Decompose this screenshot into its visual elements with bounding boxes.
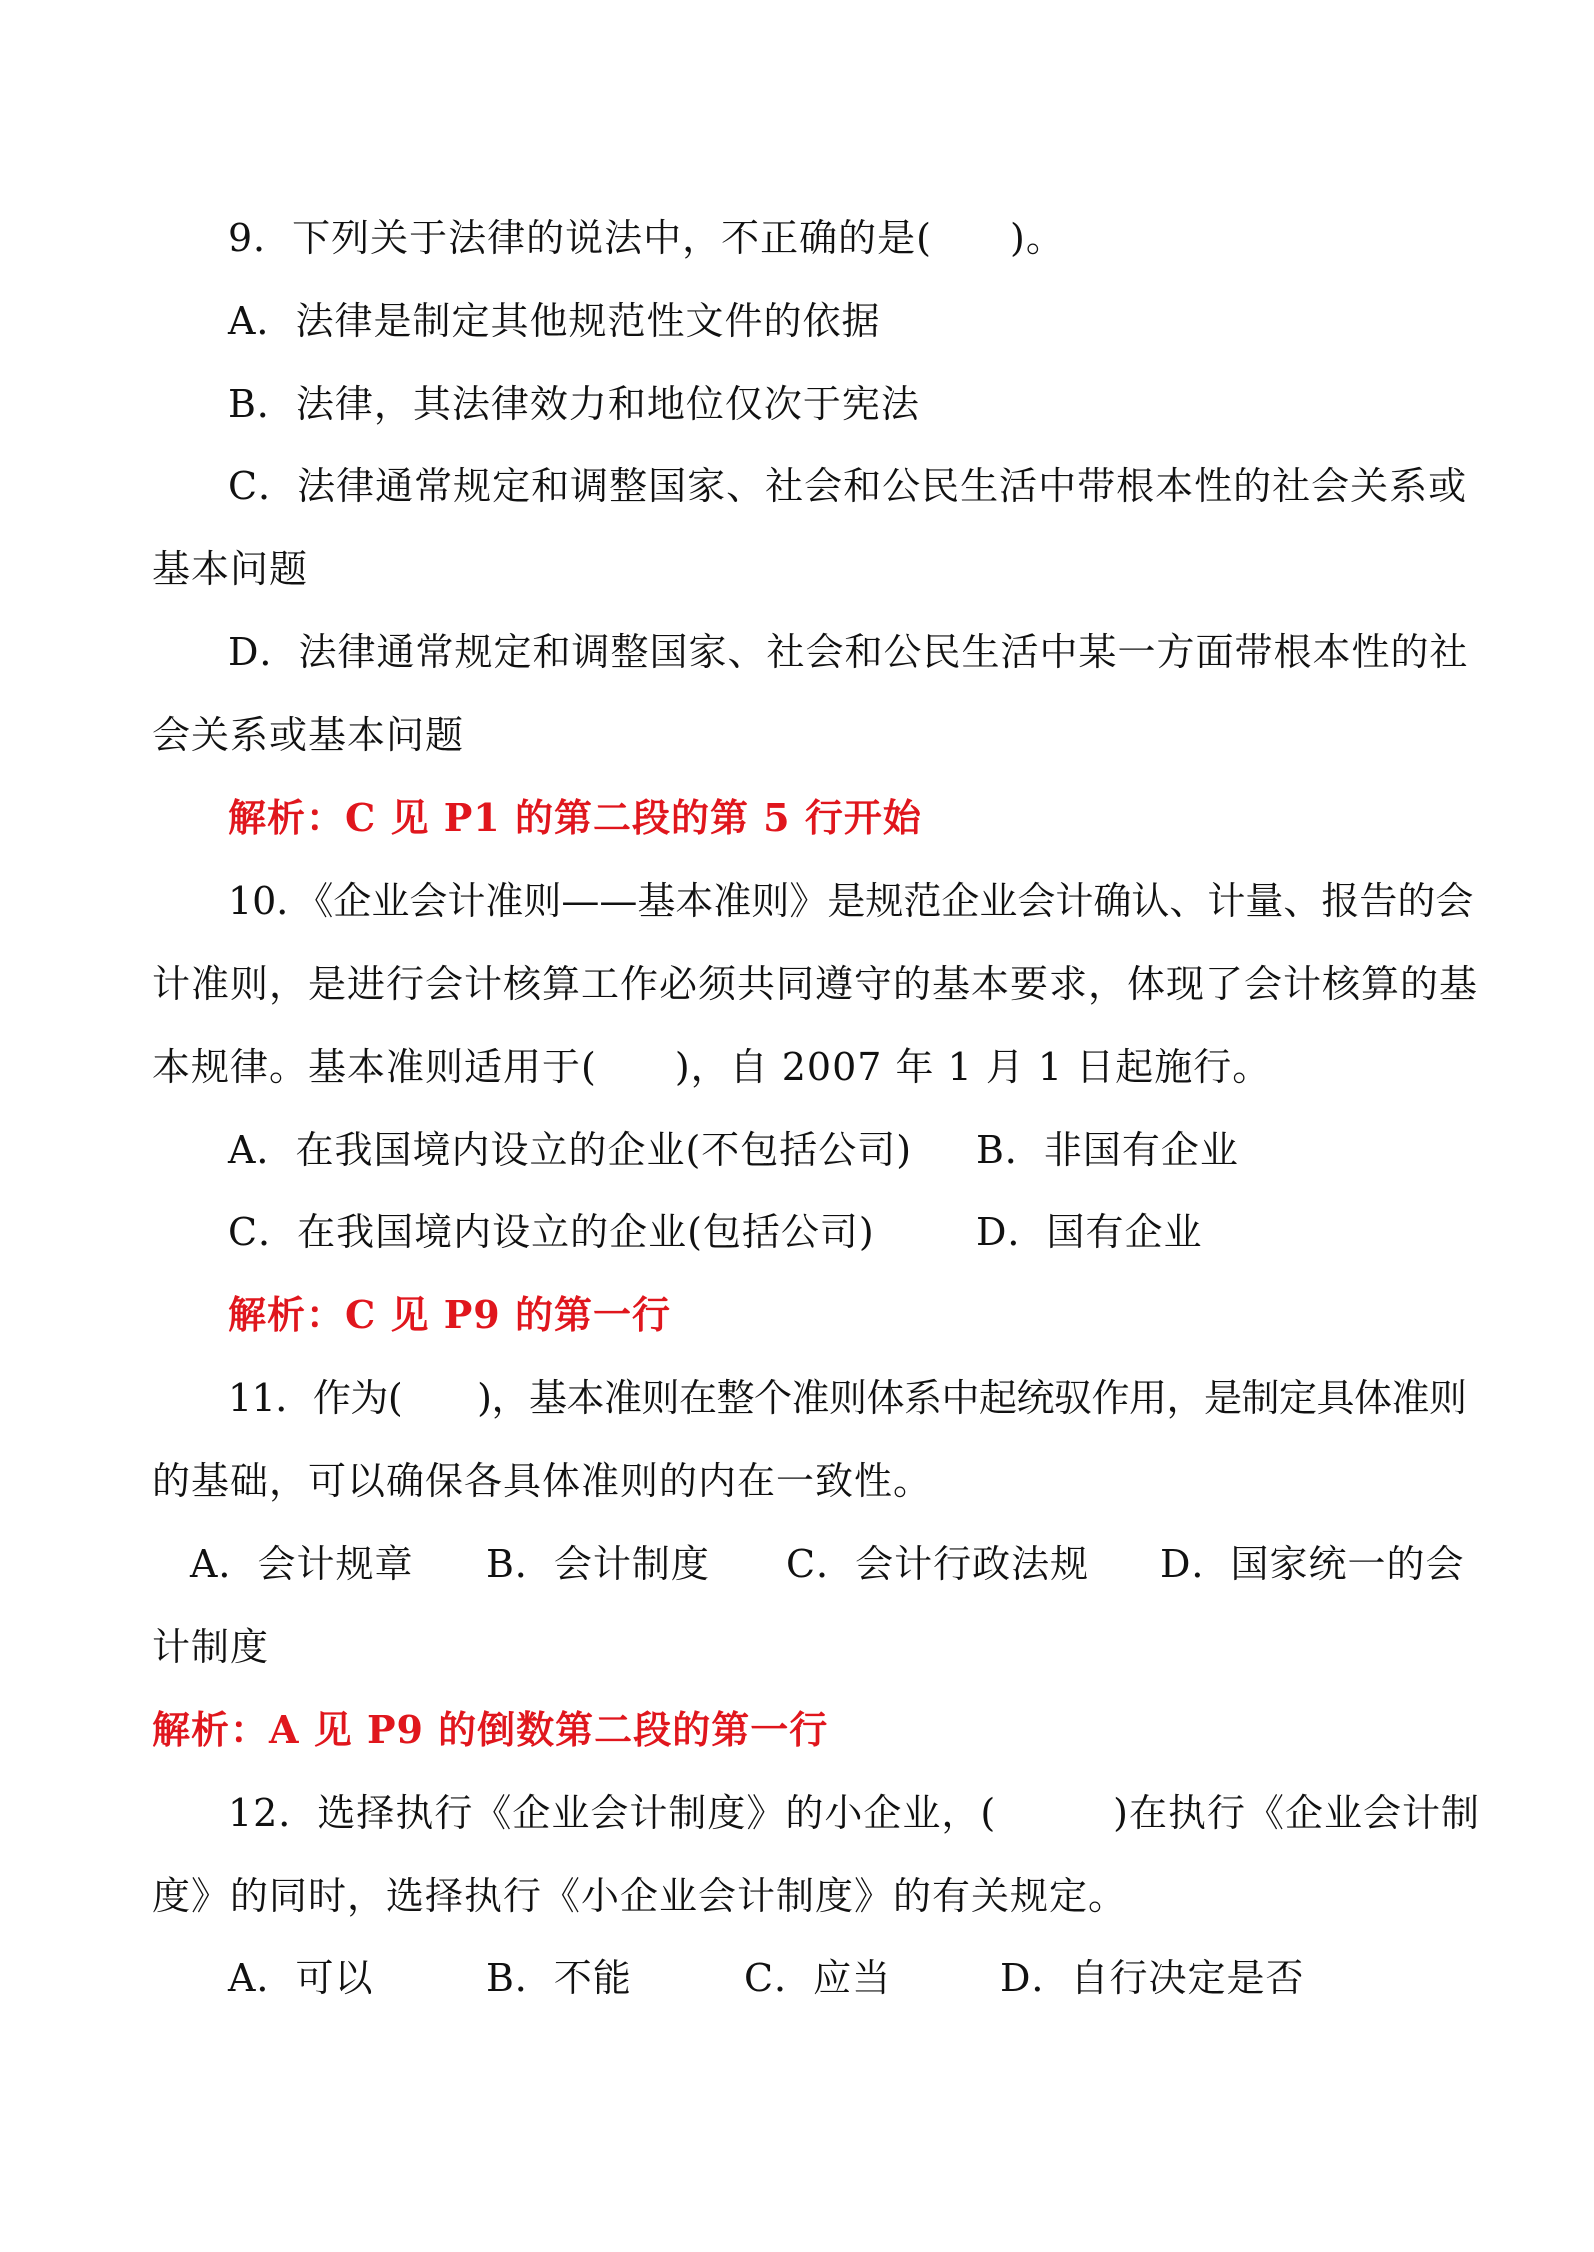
q9-analysis: 解析：C 见 P1 的第二段的第 5 行开始	[228, 795, 922, 840]
q12-option-b: B．不能	[486, 1956, 632, 2000]
q10-stem-cont-1: 计准则，是进行会计核算工作必须共同遵守的基本要求，体现了会计核算的基	[152, 962, 1479, 1006]
q9-stem: 9．下列关于法律的说法中，不正确的是( )。	[228, 216, 1065, 260]
q12-stem-cont: 度》的同时，选择执行《小企业会计制度》的有关规定。	[152, 1874, 1128, 1918]
q9-option-c: C．法律通常规定和调整国家、社会和公民生活中带根本性的社会关系或	[228, 464, 1468, 508]
q11-option-d-cont: 计制度	[152, 1625, 270, 1669]
q12-option-d: D．自行决定是否	[1000, 1956, 1305, 2000]
q9-option-d: D．法律通常规定和调整国家、社会和公民生活中某一方面带根本性的社	[228, 630, 1469, 674]
q9-option-b: B．法律，其法律效力和地位仅次于宪法	[228, 382, 920, 426]
q11-option-a: A．会计规章	[190, 1542, 414, 1586]
q10-option-b: B．非国有企业	[976, 1128, 1239, 1172]
q12-stem: 12．选择执行《企业会计制度》的小企业，( )在执行《企业会计制	[228, 1791, 1481, 1835]
q10-analysis: 解析：C 见 P9 的第一行	[228, 1292, 671, 1337]
q11-option-c: C．会计行政法规	[786, 1542, 1090, 1586]
q10-stem: 10．《企业会计准则——基本准则》是规范企业会计确认、计量、报告的会	[228, 879, 1474, 923]
q10-option-d: D．国有企业	[976, 1210, 1203, 1254]
q11-stem-cont: 的基础，可以确保各具体准则的内在一致性。	[152, 1459, 933, 1503]
q9-option-a: A．法律是制定其他规范性文件的依据	[228, 299, 881, 343]
q11-stem: 11．作为( )，基本准则在整个准则体系中起统驭作用，是制定具体准则	[228, 1376, 1467, 1420]
q9-option-d-cont: 会关系或基本问题	[152, 713, 465, 757]
q12-option-a: A．可以	[228, 1956, 374, 2000]
q11-option-b: B．会计制度	[486, 1542, 710, 1586]
q11-option-d: D．国家统一的会	[1160, 1542, 1465, 1586]
q10-option-a: A．在我国境内设立的企业(不包括公司)	[228, 1128, 913, 1172]
q10-option-c: C．在我国境内设立的企业(包括公司)	[228, 1210, 875, 1254]
q9-option-c-cont: 基本问题	[152, 547, 309, 591]
q10-stem-cont-2: 本规律。基本准则适用于( )，自 2007 年 1 月 1 日起施行。	[152, 1045, 1272, 1089]
q11-analysis: 解析：A 见 P9 的倒数第二段的第一行	[152, 1707, 829, 1752]
q12-option-c: C．应当	[744, 1956, 892, 2000]
